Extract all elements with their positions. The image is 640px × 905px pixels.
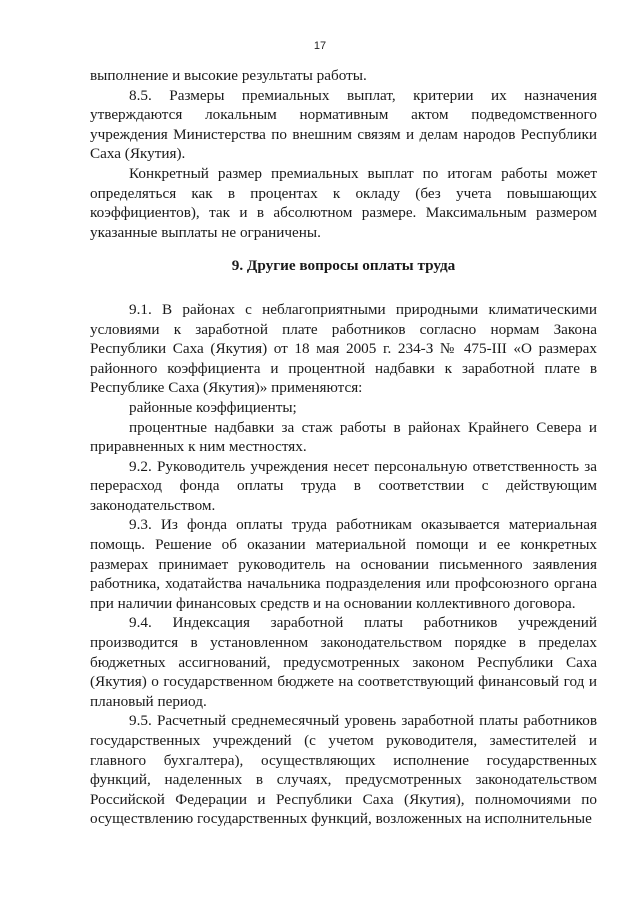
section-heading: 9. Другие вопросы оплаты труда [231, 257, 456, 275]
paragraph-9-3: 9.3. Из фонда оплаты труда работникам оказывается материальная помощь. Решение об оказании материальной помощи и ее конкретных размерах принимает руководитель на основании письменного заявления работника, ходатайства начальника подразделения или профсоюзного органа при наличии финансовых средств и на основании коллективного договора. [90, 516, 597, 612]
document-body [90, 66, 597, 829]
paragraph-8-5: 8.5. Размеры премиальных выплат, критерии их назначения утверждаются локальным нормативным актом подведомственного учреждения Министерства по внешним связям и делам народов Республики Саха (Якутия). [90, 86, 597, 163]
page-number: 17 [313, 40, 327, 52]
paragraph-regional-coefficients: районные коэффициенты; [129, 398, 297, 416]
paragraph-9-5: 9.5. Расчетный среднемесячный уровень заработной платы работников государственных учреждений (с учетом руководителя, заместителей и главного бухгалтера), осуществляющих исполнение государственных функций, наделенных в случаях, предусмотренных законодательством Российской Федерации и Республики Саха (Якутия), полномочиями по осуществлению государственных функций, возложенных на исполнительные [90, 712, 597, 828]
paragraph-percentage-allowances: процентные надбавки за стаж работы в районах Крайнего Севера и приравненных к ним местностях. [90, 418, 597, 456]
paragraph-9-2: 9.2. Руководитель учреждения несет персональную ответственность за перерасход фонда оплаты труда в соответствии с действующим законодательством. [90, 457, 597, 514]
paragraph-continuation: выполнение и высокие результаты работы. [90, 67, 367, 84]
paragraph-9-1: 9.1. В районах с неблагоприятными природными климатическими условиями к заработной плате работников согласно нормам Закона Республики Саха (Якутия) от 18 мая 2005 г. 234-З № 475-III «О размерах районного коэффициента и процентной надбавки к заработной плате в Республике Саха (Якутия)» применяются: [90, 300, 597, 397]
paragraph-9-4: 9.4. Индексация заработной платы работников учреждений производится в установленном законодательством порядке в пределах бюджетных ассигнований, предусмотренных законом Республики Саха (Якутия) о государственном бюджете на соответствующий финансовый год и плановый период. [90, 614, 597, 710]
paragraph-bonus-size: Конкретный размер премиальных выплат по итогам работы может определяться как в процентах к окладу (без учета повышающих коэффициентов), так и в абсолютном размере. Максимальным размером указанные выплаты не ограничены. [90, 164, 597, 241]
